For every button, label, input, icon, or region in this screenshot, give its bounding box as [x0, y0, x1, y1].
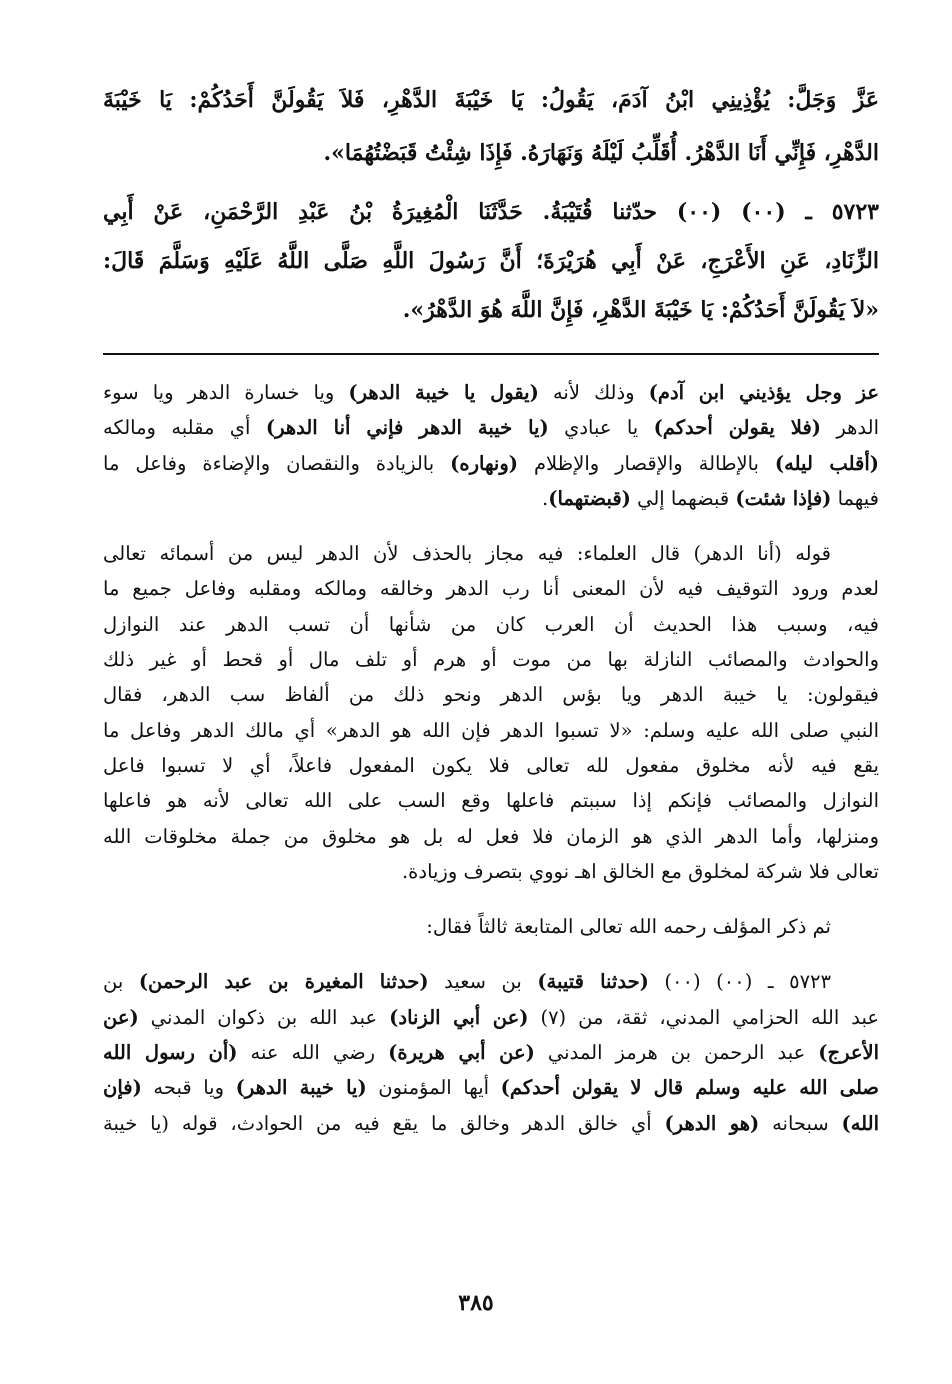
text-line [103, 188, 879, 237]
text-segment: النوازل والمصائب فإنكم إذا سببتم فاعلها وقع السب على الله تعالى لأنه هو فاعلها [103, 789, 879, 813]
bold-text-segment: عَزَّ وَجَلَّ: يُؤْذِينِي ابْنُ آدَمَ، يَقُولُ: يَا خَيْبَةَ الدَّهْرِ، فَلاَ يَقُولَنَّ أَحَدُكُمْ: يَا خَيْبَةَ [103, 87, 879, 113]
bold-text-segment: (قبضتهما) [548, 486, 631, 510]
text-segment: فيهما [831, 486, 879, 510]
bold-text-segment: (فلا يقولن أحدكم) [653, 416, 821, 440]
text-segment: فيقولون: يا خيبة الدهر ويا بؤس الدهر ونحو ذلك من ألفاظ سب الدهر، فقال [103, 683, 879, 707]
text-segment: بن سعيد [428, 970, 538, 994]
text-segment: فيه، وسبب هذا الحديث أن العرب كان من شأنها أن تسب الدهر عند النوازل [103, 612, 879, 636]
text-line [103, 536, 879, 571]
text-line [103, 819, 879, 854]
text-line [103, 446, 879, 481]
text-line [103, 909, 879, 944]
text-segment: لعدم ورود التوقيف فيه لأن المعنى أنا رب الدهر وخالقه ومالكه ومقلبه وفاعل جميع ما [103, 577, 879, 601]
text-line [103, 854, 879, 889]
commentary-paragraph [103, 375, 879, 516]
bold-text-segment: (أن رسول الله [103, 1041, 238, 1065]
commentary-paragraph [103, 964, 879, 1140]
bold-text-segment: (فإن [103, 1076, 142, 1100]
bold-text-segment: (عن أبي الزناد) [389, 1005, 529, 1029]
text-line [103, 237, 879, 286]
text-line [103, 607, 879, 642]
text-segment: بالزيادة والنقصان والإضاءة وفاعل ما [103, 451, 451, 475]
text-segment: عبد الله بن ذكوان المدني [138, 1005, 390, 1029]
footnote-separator-rule [103, 353, 879, 355]
text-segment: بالإطالة والإقصار والإظلام [518, 451, 775, 475]
text-segment: قبضهما إلي [630, 486, 736, 510]
bold-text-segment: (عن أبي هريرة) [388, 1041, 535, 1065]
commentary-paragraph [103, 909, 879, 944]
text-segment: يا عبادي [548, 416, 654, 440]
bold-text-segment: (أقلب ليله) [774, 451, 879, 475]
text-line [103, 964, 879, 999]
bold-text-segment: (يا خيبة الدهر) [235, 1076, 367, 1100]
bold-text-segment: (يقول يا خيبة الدهر) [348, 381, 539, 404]
bold-text-segment: الدَّهْرِ، فَإِنِّي أَنَا الدَّهْرُ. أُقَلِّبُ لَيْلَهُ وَنَهَارَهُ. فَإِذَا شِئْتُ قَبَضْتُهُمَا». [323, 140, 879, 166]
text-segment: بن [103, 970, 139, 994]
text-segment: عبد الله الحزامي المدني، ثقة، من (٧) [528, 1005, 879, 1029]
bold-text-segment: عز وجل يؤذيني ابن آدم) [648, 381, 879, 404]
text-segment: ثم ذكر المؤلف رحمه الله تعالى المتابعة ثالثاً فقال: [426, 915, 831, 939]
text-line [103, 481, 879, 516]
text-line [103, 286, 879, 335]
text-line [103, 410, 879, 445]
text-line [103, 375, 879, 410]
text-line [103, 1070, 879, 1105]
text-line [103, 127, 879, 180]
bold-text-segment: ٥٧٢٣ ـ (٠٠) (٠٠) حدّثنا قُتَيْبَةُ. حَدَّثَنَا الْمُغِيرَةُ بْنُ عَبْدِ الرَّحْمَنِ، عَنْ أَبِي [103, 199, 879, 225]
text-line [103, 713, 879, 748]
bold-text-segment: الله) [841, 1111, 879, 1135]
bold-text-segment: (يا خيبة الدهر فإني أنا الدهر) [265, 416, 549, 440]
text-segment: وذلك لأنه [538, 381, 649, 404]
bold-text-segment: (حدثنا المغيرة بن عبد الرحمن) [138, 970, 429, 994]
text-line [103, 1000, 879, 1035]
text-segment: الدهر [821, 416, 879, 440]
bold-text-segment: الزِّنَادِ، عَنِ الأَعْرَجِ، عَنْ أَبِي هُرَيْرَةَ؛ أَنَّ رَسُولَ اللَّهِ صَلَّى اللَّهُ عَلَيْهِ وَسَلَّمَ قَالَ: [103, 248, 879, 274]
text-segment: رضي الله عنه [237, 1041, 389, 1065]
text-segment: ويا قبحه [141, 1076, 236, 1100]
page-body [103, 74, 879, 1141]
text-line [103, 571, 879, 606]
text-segment: سبحانه [759, 1111, 842, 1135]
hadith-text [103, 74, 879, 180]
hadith-text [103, 188, 879, 335]
bold-text-segment: (هو الدهر) [664, 1111, 760, 1135]
text-segment: . [542, 486, 549, 510]
text-segment: ٥٧٢٣ ـ (٠٠) (٠٠) [648, 970, 832, 994]
text-segment: عبد الرحمن بن هرمز المدني [534, 1041, 819, 1065]
text-line [103, 748, 879, 783]
text-line [103, 783, 879, 818]
text-segment: ومنزلها، وأما الدهر الذي هو الزمان فلا فعل له بل هو مخلوق من جملة مخلوقات الله [103, 824, 879, 848]
bold-text-segment: صلى الله عليه وسلم قال لا يقولن أحدكم) [500, 1076, 879, 1100]
text-segment: والحوادث والمصائب النازلة بها من موت أو هرم أو تلف مال أو قحط أو غير ذلك [103, 648, 879, 672]
bold-text-segment: (فإذا شئت) [735, 486, 832, 510]
text-segment: أي خالق الدهر وخالق ما يقع فيه من الحوادث، قوله (يا خيبة [103, 1111, 665, 1135]
text-segment: أي مقلبه ومالكه [103, 416, 266, 440]
bold-text-segment: (عن [103, 1005, 139, 1029]
text-line [103, 642, 879, 677]
text-segment: النبي صلى الله عليه وسلم: «لا تسبوا الدهر فإن الله هو الدهر» أي مالك الدهر وفاعل ما [103, 718, 879, 742]
bold-text-segment: الأعرج) [818, 1041, 879, 1065]
text-line [103, 74, 879, 127]
text-segment: ويا خسارة الدهر ويا سوء [103, 381, 349, 404]
bold-text-segment: (ونهاره) [450, 451, 519, 475]
text-segment: يقع فيه لأنه مخلوق مفعول لله تعالى فلا يكون المفعول فاعلاً، أي لا تسبوا فاعل [103, 753, 879, 777]
commentary-paragraph [103, 536, 879, 889]
text-segment: قوله (أنا الدهر) قال العلماء: فيه مجاز بالحذف لأن الدهر ليس من أسمائه تعالى [103, 542, 831, 566]
text-segment: أيها المؤمنون [366, 1076, 501, 1100]
page-number: ٣٨٥ [458, 1290, 494, 1316]
text-segment: تعالى فلا شركة لمخلوق مع الخالق اهـ نووي بتصرف وزيادة. [401, 859, 879, 883]
bold-text-segment: (حدثنا قتيبة) [537, 970, 649, 994]
text-line [103, 1035, 879, 1070]
bold-text-segment: «لاَ يَقُولَنَّ أَحَدُكُمْ: يَا خَيْبَةَ الدَّهْرِ، فَإِنَّ اللَّهَ هُوَ الدَّهْرُ». [402, 297, 879, 323]
text-line [103, 1106, 879, 1141]
text-line [103, 677, 879, 712]
